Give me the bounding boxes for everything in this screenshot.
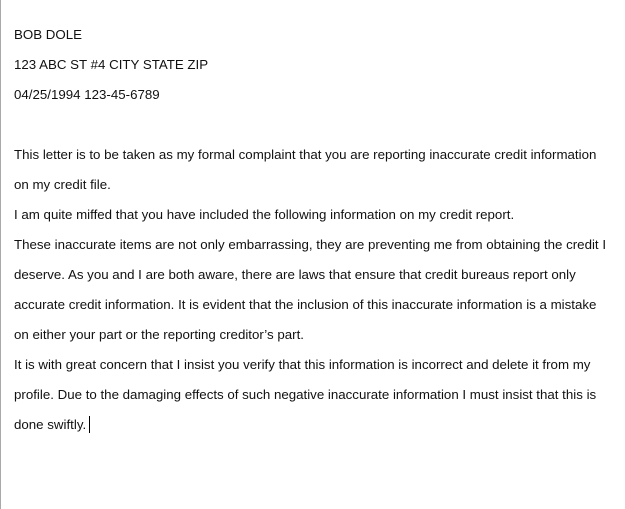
sender-name: BOB DOLE — [14, 27, 82, 42]
text-cursor — [89, 416, 90, 433]
sender-address: 123 ABC ST #4 CITY STATE ZIP — [14, 57, 209, 72]
complaint-paragraph-2: I am quite miffed that you have included the following information on my credit report. — [14, 207, 515, 222]
letter-body[interactable] — [14, 20, 614, 440]
blank-line — [14, 110, 614, 140]
complaint-paragraph-1: This letter is to be taken as my formal complaint that you are reporting inaccurate credit information on my credit file. — [14, 147, 597, 192]
complaint-paragraph-3: These inaccurate items are not only embarrassing, they are preventing me from obtaining the credit I deserve. As you and I are both aware, there are laws that ensure that credit bureaus report only accurate credit information. It is evident that the inclusion of this inaccurate information is a mistake on either your part or the reporting creditor’s part. — [14, 237, 607, 342]
complaint-paragraph-4: It is with great concern that I insist you verify that this information is incorrect and delete it from my profile. Due to the damaging effects of such negative inaccurate information I must insist that this is done swiftly. — [14, 357, 597, 432]
page-left-border — [0, 0, 1, 509]
sender-dob-ssn: 04/25/1994 123-45-6789 — [14, 87, 160, 102]
complaint-paragraph-4-wrapper — [14, 350, 612, 440]
